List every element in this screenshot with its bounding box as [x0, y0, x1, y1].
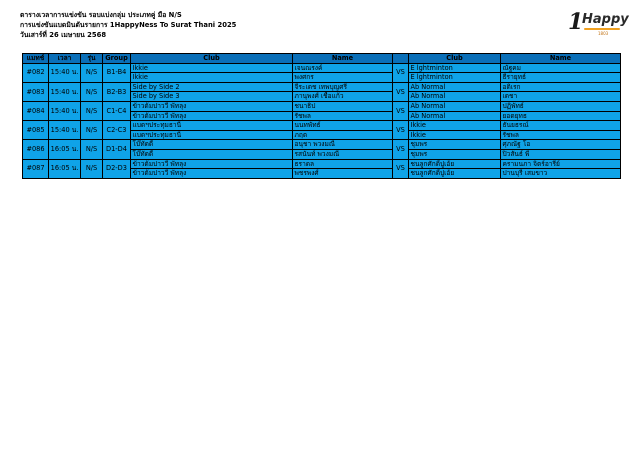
table-row	[23, 63, 621, 73]
team2-player: รัชพล	[501, 130, 621, 140]
team2-player: ธันยธรณ์	[501, 121, 621, 131]
team2-player: ครามนภา จิตร์อารีย์	[501, 159, 621, 169]
team2-player: ปฏิพัทธ์	[501, 101, 621, 111]
team1-player: รสนันท์ พวงมณี	[293, 149, 393, 159]
match-id: #086	[23, 140, 49, 159]
team1-club: ข้าวต้มปาววี พัทลุง	[131, 159, 293, 169]
team2-club: Ikkie	[409, 121, 501, 131]
team1-club: ข้าวต้มปาววี พัทลุง	[131, 101, 293, 111]
team1-club: โบ๊ทัดดี้	[131, 149, 293, 159]
team1-club: แบดฯประทุมธานี	[131, 121, 293, 131]
team2-club: Ab Normal	[409, 111, 501, 121]
match-group: C2-C3	[103, 121, 131, 140]
match-id: #087	[23, 159, 49, 178]
team1-club: Ikkie	[131, 73, 293, 83]
match-level: N/S	[81, 140, 103, 159]
logo-digit: 1	[568, 9, 584, 35]
team2-player: เดชา	[501, 92, 621, 102]
team2-club: Ab Normal	[409, 101, 501, 111]
col-header-level: รุ่น	[81, 54, 103, 64]
match-level: N/S	[81, 63, 103, 82]
logo-word: Happy	[582, 12, 629, 27]
col-header-match: แมทช์	[23, 54, 49, 64]
table-row	[23, 101, 621, 111]
match-time: 15:40 น.	[49, 101, 81, 120]
col-header-time: เวลา	[49, 54, 81, 64]
col-header-name-1: Name	[293, 54, 393, 64]
team1-player: อนุชา พวงมณี	[293, 140, 393, 150]
team1-player: พงศกร	[293, 73, 393, 83]
team1-club: Side by Side 3	[131, 92, 293, 102]
match-group: B2-B3	[103, 82, 131, 101]
team2-player: อติเรก	[501, 82, 621, 92]
team1-club: ข้าวต้มปาววี พัทลุง	[131, 169, 293, 179]
team2-club: Ab Normal	[409, 92, 501, 102]
team2-player: ปิวสันธ์ พี	[501, 149, 621, 159]
team2-club: Ikkie	[409, 130, 501, 140]
team1-club: Side by Side 2	[131, 82, 293, 92]
table-row	[23, 121, 621, 131]
match-id: #084	[23, 101, 49, 120]
match-group: D2-D3	[103, 159, 131, 178]
team2-club: ชุมพร	[409, 140, 501, 150]
vs-label: VS	[393, 82, 409, 101]
event-date: วันเสาร์ที่ 26 เมษายน 2568	[20, 31, 107, 39]
col-header-club-2: Club	[409, 54, 501, 64]
vs-label: VS	[393, 63, 409, 82]
team2-player: ยอดยุทธ	[501, 111, 621, 121]
vs-label: VS	[393, 140, 409, 159]
col-header-vs	[393, 54, 409, 64]
document-title: ตารางเวลาการแข่งขัน รอบแบ่งกลุ่ม ประเภทคู่ มือ N/S	[20, 11, 182, 19]
col-header-club-1: Club	[131, 54, 293, 64]
team2-club: ชนลูกศักดิ์ปูเอ้ย	[409, 169, 501, 179]
team2-club: E lghtminton	[409, 73, 501, 83]
team2-club: ชนลูกศักดิ์ปูเอ้ย	[409, 159, 501, 169]
match-group: C1-C4	[103, 101, 131, 120]
match-time: 15:40 น.	[49, 63, 81, 82]
team1-player: ภฤต	[293, 130, 393, 140]
match-level: N/S	[81, 82, 103, 101]
col-header-name-2: Name	[501, 54, 621, 64]
match-schedule-table	[22, 53, 621, 179]
team2-club: Ab Normal	[409, 82, 501, 92]
team2-player: ศุภณัฐ โอ	[501, 140, 621, 150]
table-row	[23, 140, 621, 150]
team1-player: ธราดล	[293, 159, 393, 169]
match-time: 15:40 น.	[49, 82, 81, 101]
team1-player: เจนณรงค์	[293, 63, 393, 73]
happyness-logo	[568, 10, 630, 40]
team1-player: จีระเดช เทพบุญศรี	[293, 82, 393, 92]
col-header-group: Group	[103, 54, 131, 64]
team1-player: พชรพงศ์	[293, 169, 393, 179]
match-group: D1-D4	[103, 140, 131, 159]
team1-club: โบ๊ทัดดี้	[131, 140, 293, 150]
team1-player: ชนาธิป	[293, 101, 393, 111]
vs-label: VS	[393, 121, 409, 140]
match-time: 16:05 น.	[49, 140, 81, 159]
table-header-row	[23, 54, 621, 64]
match-time: 15:40 น.	[49, 121, 81, 140]
team1-player: นนทพัทธ์	[293, 121, 393, 131]
team2-club: ชุมพร	[409, 149, 501, 159]
vs-label: VS	[393, 101, 409, 120]
team2-player: ปานบุรี เสมขาว	[501, 169, 621, 179]
vs-label: VS	[393, 159, 409, 178]
team1-player: รัชพล	[293, 111, 393, 121]
team1-club: Ikkie	[131, 63, 293, 73]
match-level: N/S	[81, 159, 103, 178]
match-id: #083	[23, 82, 49, 101]
team2-club: E lghtminton	[409, 63, 501, 73]
team1-player: ภานุพงศ์ เชื้อแก้ว	[293, 92, 393, 102]
document-header	[20, 10, 236, 40]
match-id: #085	[23, 121, 49, 140]
table-row	[23, 159, 621, 169]
team2-player: ณัฐคม	[501, 63, 621, 73]
logo-swoosh	[584, 28, 620, 30]
match-level: N/S	[81, 101, 103, 120]
table-row	[23, 82, 621, 92]
team2-player: ธีรายุทธ์	[501, 73, 621, 83]
match-group: B1-B4	[103, 63, 131, 82]
team1-club: แบดฯประทุมธานี	[131, 130, 293, 140]
match-id: #082	[23, 63, 49, 82]
match-time: 16:05 น.	[49, 159, 81, 178]
match-level: N/S	[81, 121, 103, 140]
tournament-name: การแข่งขันแบดมินตันรายการ 1HappyNess To Surat Thani 2025	[20, 21, 237, 29]
logo-subtext: 1803	[598, 31, 609, 36]
team1-club: ข้าวต้มปาววี พัทลุง	[131, 111, 293, 121]
